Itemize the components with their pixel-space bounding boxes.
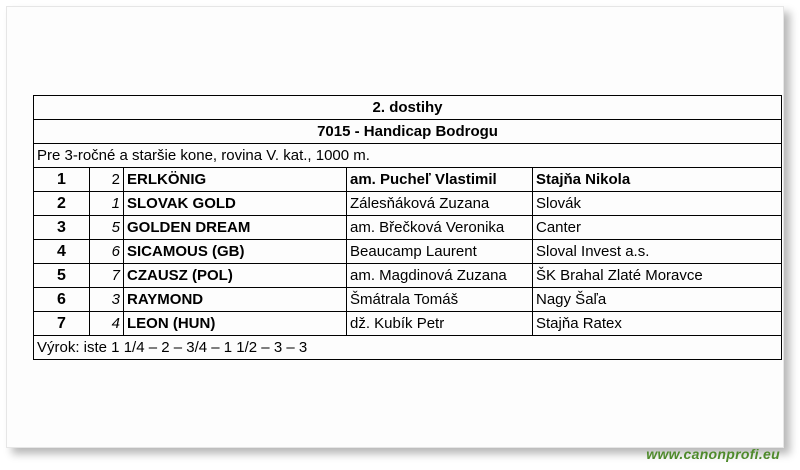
race-conditions: Pre 3-ročné a staršie kone, rovina V. kat., 1000 m. <box>34 144 782 168</box>
table-row <box>34 312 782 336</box>
result-sheet <box>6 6 784 448</box>
start-number: 7 <box>90 264 124 288</box>
start-number: 2 <box>90 168 124 192</box>
stable-name: Stajňa Ratex <box>533 312 782 336</box>
race-title: 7015 - Handicap Bodrogu <box>34 120 782 144</box>
stable-name: Canter <box>533 216 782 240</box>
finish-position: 6 <box>34 288 90 312</box>
jockey-name: am. Magdinová Zuzana <box>347 264 533 288</box>
start-number: 3 <box>90 288 124 312</box>
table-row <box>34 168 782 192</box>
stable-name: Stajňa Nikola <box>533 168 782 192</box>
start-number: 1 <box>90 192 124 216</box>
finish-position: 5 <box>34 264 90 288</box>
table-row <box>34 192 782 216</box>
finish-position: 2 <box>34 192 90 216</box>
stable-name: Nagy Šaľa <box>533 288 782 312</box>
table-row <box>34 264 782 288</box>
jockey-name: Šmátrala Tomáš <box>347 288 533 312</box>
horse-name: GOLDEN DREAM <box>124 216 347 240</box>
race-margins: Výrok: iste 1 1/4 – 2 – 3/4 – 1 1/2 – 3 – 3 <box>34 336 782 360</box>
table-row <box>34 216 782 240</box>
table-row <box>34 288 782 312</box>
race-number: 2. dostihy <box>34 96 782 120</box>
horse-name: CZAUSZ (POL) <box>124 264 347 288</box>
finish-position: 7 <box>34 312 90 336</box>
horse-name: ERLKÖNIG <box>124 168 347 192</box>
finish-position: 4 <box>34 240 90 264</box>
start-number: 5 <box>90 216 124 240</box>
jockey-name: dž. Kubík Petr <box>347 312 533 336</box>
horse-name: RAYMOND <box>124 288 347 312</box>
start-number: 6 <box>90 240 124 264</box>
start-number: 4 <box>90 312 124 336</box>
finish-position: 1 <box>34 168 90 192</box>
table-row <box>34 240 782 264</box>
jockey-name: am. Pucheľ Vlastimil <box>347 168 533 192</box>
stable-name: Slovák <box>533 192 782 216</box>
finish-position: 3 <box>34 216 90 240</box>
race-results-table <box>33 95 782 360</box>
horse-name: SICAMOUS (GB) <box>124 240 347 264</box>
horse-name: SLOVAK GOLD <box>124 192 347 216</box>
jockey-name: Zálesňáková Zuzana <box>347 192 533 216</box>
jockey-name: Beaucamp Laurent <box>347 240 533 264</box>
horse-name: LEON (HUN) <box>124 312 347 336</box>
watermark-text: www.canonprofi.eu <box>646 446 780 462</box>
jockey-name: am. Břečková Veronika <box>347 216 533 240</box>
stable-name: ŠK Brahal Zlaté Moravce <box>533 264 782 288</box>
stable-name: Sloval Invest a.s. <box>533 240 782 264</box>
